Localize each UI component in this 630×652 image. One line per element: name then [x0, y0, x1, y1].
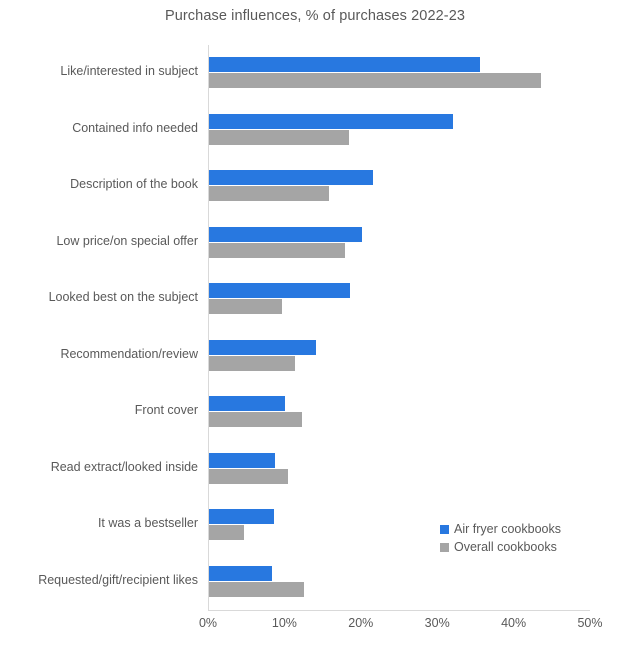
legend-label: Overall cookbooks	[454, 540, 557, 554]
bar	[209, 73, 541, 88]
x-tick-label: 50%	[577, 616, 603, 630]
bar	[209, 130, 349, 145]
bar	[209, 509, 274, 524]
bar	[209, 114, 453, 129]
bar	[209, 412, 302, 427]
legend-item[interactable]	[440, 540, 561, 554]
bar	[209, 566, 272, 581]
category-label: Like/interested in subject	[60, 64, 198, 79]
category-group	[60, 45, 590, 102]
x-axis-line	[208, 610, 590, 611]
category-label: Read extract/looked inside	[50, 459, 198, 474]
x-axis	[198, 610, 603, 640]
category-group	[48, 271, 590, 328]
legend	[440, 522, 561, 558]
legend-item[interactable]	[440, 522, 561, 536]
bar	[209, 340, 316, 355]
legend-swatch-icon	[440, 525, 449, 534]
bar	[209, 453, 275, 468]
bar	[209, 525, 244, 540]
category-label: Recommendation/review	[60, 346, 198, 361]
x-tick-label: 10%	[271, 616, 297, 630]
bar	[209, 186, 329, 201]
category-label: Contained info needed	[72, 120, 198, 135]
x-tick-label: 30%	[424, 616, 450, 630]
category-group	[38, 554, 590, 611]
category-group	[60, 328, 590, 385]
category-label: Front cover	[134, 403, 198, 418]
legend-label: Air fryer cookbooks	[454, 522, 561, 536]
category-group	[72, 102, 590, 159]
bar	[209, 396, 285, 411]
category-label: Requested/gift/recipient likes	[38, 572, 198, 587]
bar	[209, 170, 373, 185]
bar	[209, 469, 288, 484]
category-group	[50, 441, 590, 498]
category-label: Looked best on the subject	[48, 290, 198, 305]
chart-title: Purchase influences, % of purchases 2022-23	[164, 8, 466, 24]
category-group	[70, 158, 590, 215]
bar	[209, 356, 295, 371]
bar	[209, 582, 304, 597]
bar	[209, 283, 350, 298]
category-label: Low price/on special offer	[56, 233, 198, 248]
bar	[209, 57, 480, 72]
bar	[209, 243, 345, 258]
x-tick-label: 40%	[501, 616, 527, 630]
bar	[209, 227, 362, 242]
legend-swatch-icon	[440, 543, 449, 552]
x-tick-label: 0%	[198, 616, 218, 630]
category-group	[56, 215, 590, 272]
x-tick-label: 20%	[348, 616, 374, 630]
category-label: Description of the book	[70, 177, 198, 192]
category-label: It was a bestseller	[97, 516, 198, 531]
category-group	[134, 384, 590, 441]
bar	[209, 299, 282, 314]
